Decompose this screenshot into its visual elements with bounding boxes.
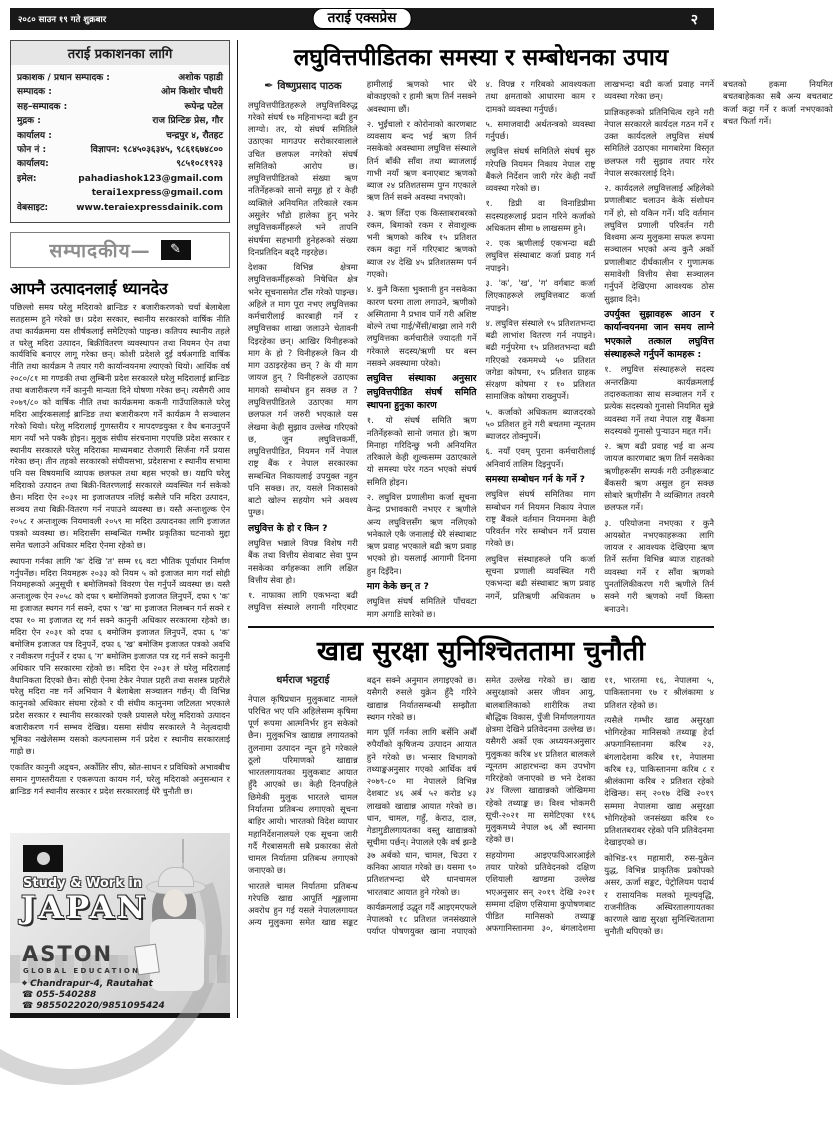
japan-flag-icon [23,845,63,872]
article-paragraph: कार्यक्रमलाई उद्धृत गर्दै आइएमएफले नेपालको १८ प्रतिशत जनसंख्याले पर्याप्त पोषणयुक्त खाना नपाएको समेत उल्लेख गरेको छ। खाद्य असुरक्षाको असर जीवन आयु, बालबालिकाको शारीरिक तथा बौद्धिक विकास, पुँजी निर्माणलगायत क्षेत्रमा देखिने प्रतिवेदनमा उल्लेख छ। यसैगरी अर्को एक अध्ययनअनुसार मुलुकका करिब ४१ प्रतिशत बालकले न्यूनतम आहारभन्दा कम उपभोग गरिरहेको जनाएको छ भने देशका ३४ जिल्ला खाद्यान्नको जोखिममा रहेको तथ्याङ्क छ। विश्व भोकमरी सूची-२०२१ मा समेटिएका ११६ मुलुकमध्ये नेपाल ७६ औं स्थानमा रहेको छ। [366,675,596,937]
publication-row-label: फोन नं : [17,144,47,155]
article-paragraph: लघुवित्त संस्थाहरूले पनि कर्जा सूचना प्रणाली व्यवस्थित गरी एकभन्दा बढी संस्थाबाट ऋण प्रवाह नगर्ने, प्रतिऋणी अधिकतम ७ लाखभन्दा बढी कर्जा प्रवाह नगर्ने व्यवस्था गरेका छन्। [485,79,714,601]
ad-phone [22,990,96,1000]
editorial-section-header [10,232,230,268]
article-paragraph: नेपाल कृषिप्रधान मुलुकबाट नामले परिचित भए पनि अहिलेसम्म कृषिमा पूर्ण रूपमा आत्मनिर्भर हुन सकेको छैन। मुलुकभित्र खाद्यान्न लगायतको तुलनामा उत्पादन न्यून हुने गरेकाले ठूलो परिमाणको खाद्यान्न भारतलगायतका मुलुकबाट आयात हुँदै आएको छ। केही दिनपहिले छिमेकी मुलुक भारतले चामल निर्यातमा प्रतिबन्ध लगाएको सूचना बाहिर आयो। भारतको विदेश व्यापार महानिर्देशनालयले एक सूचना जारी गर्दै गैरबासमती सबै प्रकारका सेतो चामल निर्यातमा प्रतिबन्ध लगाएको जनाएको छ। [248,693,358,876]
publication-row [17,186,223,200]
second-article-body [248,674,714,980]
phone-icon: ☎ [22,990,34,1000]
ad-address [22,979,153,989]
publication-row [17,100,223,114]
section-divider [248,626,714,628]
pen-icon: ✎ [161,240,191,260]
ad-phone-text: 055-540288 [36,990,97,1000]
publication-row [17,157,223,171]
article-subhead: उपर्युक्त सुझावहरू आउन र कार्यान्वयनमा जान समय लाग्ने भएकाले तत्काल लघुवित्त संस्थाहरूले गर्नुपर्ने कामहरू : [604,308,714,361]
article-paragraph: ६. नयाँ एवम् पुराना कर्मचारीलाई अनिवार्य तालिम दिइनुपर्ने। [485,446,596,469]
article-subhead: समस्या सम्बोधन गर्न के गर्ने ? [485,473,585,485]
article-paragraph: कोभिड-१९ महामारी, रुस-युक्रेन युद्ध, विभिन्न प्राकृतिक प्रकोपको असर, ऊर्जा सङ्कट, पेट्रोलियम पदार्थ र रासायनिक मलको मूल्यवृद्धि, राजनीतिक अस्थिरतालगायतका कारणले खाद्य सुरक्षा सुनिश्चिततामा चुनौती थपिएको छ। [604,852,714,937]
publication-row-label: सह–सम्पादक : [17,101,68,112]
main-article-byline [248,78,358,95]
article-paragraph: २. ऋण बढी प्रवाह भई वा अन्य जायज कारणबाट ऋण तिर्न नसकेका ऋणीहरूसँग सम्पर्क गरी उनीहरूबाट बैंकसरी ऋण असुल हुन सक्छ सोबारे ऋणीसँग नै व्यक्तिगत तवरमै छलफल गर्ने। [604,441,714,513]
publication-info-box [10,40,230,223]
main-content [248,40,833,1018]
issue-date: २०८० साउन १९ गते शुक्रबार [18,14,107,25]
article-paragraph: ४. विपन्न र गरिबको आवश्यकता तथा क्षमताको आधारमा काम र दामको व्यवस्था गर्नुपर्छ। [485,79,596,114]
publication-row [17,172,223,186]
publication-row [17,114,223,128]
article-paragraph: सहयोगमा आइएफपिआरआईले तयार पारेको प्रतिवेदनको दक्षिण एशियाली खण्डमा उल्लेख भएअनुसार सन् २०१९ देखि २०२१ सम्ममा दक्षिण एसियामा कुपोषणबाट पीडित मानिसको तथ्याङ्क अफगानिस्तानमा ३०, बंगलादेशमा ११, भारतमा १६, नेपालमा ५, पाकिस्तानमा १७ र श्रीलंकामा ४ प्रतिशत रहेको छ। [485,675,714,934]
student-hat-top [158,867,194,887]
article-paragraph: ३. परियोजना नभएका र कुनै आयस्रोत नभएकाहरूका लागि जायज र आवश्यक देखिएमा ऋण तिर्ने सर्तमा विभिन्न ब्याज राहतको व्यवस्था गर्ने र साँवा ऋणको पुनर्तालिकीकरण गरी ऋणीले तिर्न सक्ने गरी ऋणको नयाँ किस्ता बनाउने। [604,517,714,614]
publication-row-value: राज प्रिन्टिङ प्रेस, गौर [152,116,223,127]
ad-mobile-text: 9855022020/9851095424 [36,1001,165,1011]
article-paragraph: देशका विभिन्न क्षेत्रमा लघुवित्तकर्मीहरूको निषेधित क्षेत्र भनेर सूचनासमेत टाँस गरेको पाइन्छ। अहिले त माग पूरा नभए लघुवित्तका कर्मचारीलाई कारबाही गर्ने र लघुवित्तका शाखा जलाउने चेतावनी दिइरहेका छन्। आखिर यिनीहरूको माग के हो ? यिनीहरूले किन यी माग उठाइरहेका छन् ? के यी माग जायज हुन् ? यिनीहरूले उठाएका मागको सम्बोधन हुन सक्छ त ? लघुवित्तपीडितले उठाएका माग छलफल गर्न जरुरी भएकाले यस लेखमा केही सुझाव उल्लेख गरिएको छ, जुन लघुवित्तकर्मी, लघुवित्तपीडित, नियमन गर्ने नेपाल राष्ट्र बैंक र नेपाल सरकारका सम्बन्धित निकायलाई उपयुक्त नहुन पनि सक्छ। तर, यसले निकासको बाटो खोल्न सहयोग भने अवश्य पुग्छ। [248,262,358,518]
publication-row-label: इमेल: [17,173,37,184]
publication-row [17,143,223,157]
publication-row-value: pahadiashok123@gmail.com [78,173,223,184]
left-sidebar [10,40,238,1018]
main-article-author: विष्णुप्रसाद पाठक [277,81,342,92]
editorial-headline: आफ्नै उत्पादनलाई ध्यानदेउ [10,278,168,298]
article-subhead: माग केके छन् त ? [366,580,429,592]
byline-pen-icon: ✒ [264,79,274,92]
publication-row-value: विज्ञापन: ९८४५०३६३४५, ९८६१६७४८०० [90,144,223,155]
article-paragraph: लघुवित्तपीडितहरूले लघुवित्तविरुद्ध गरेको संघर्ष १७ महिनाभन्दा बढी हुन लाग्यो। तर, यो संघर्ष समितिले उठाएका मागउपर सरोकारवालाले उचित छलफल नगरेको संघर्ष समितिको आरोप छ। लघुवित्तपीडितको संख्या ऋण नतिर्नेहरूको सानो समूह हो र केही व्यक्तिले अनियमित तरिकाले रकम असुलेर भाँडो हालेका हुन् भनेर लघुवित्तकर्मीहरूले भने तापनि संघर्षमा सहभागी हुनेहरूको संख्या दिनप्रतिदिन बढ्दै गइरहेछ। [248,99,358,257]
ad-mobile [22,1001,165,1011]
article-paragraph: भारतले चामल निर्यातमा प्रतिबन्ध गरेपछि खाद्य आपूर्ति शृङ्खलामा अवरोध हुन गई यसले नेपाललगायत अन्य मुलुकमा समेत खाद्य सङ्कट बढ्न सक्ने अनुमान लगाइएको छ। यसैगरी रुसले युक्रेन हुँदै गरिने खाद्यान्न निर्यातसम्बन्धी सम्झौता स्थगन गरेको छ। [248,675,477,928]
ad-brand-subtitle: GLOBAL EDUCATION [23,967,141,975]
publication-row-label: प्रकाशक / प्रधान सम्पादक : [17,73,110,83]
article-paragraph: १. लघुवित्त संस्थाहरूले सदस्य अन्तरक्रिया कार्यक्रमलाई तदारुकताका साथ सञ्चालन गर्ने र प्रत्येक सदस्यको गुनासो नियमित सुन्ने व्यवस्था गर्ने तथा नेपाल राष्ट्र बैंकमा सदस्यको गुनासो पुऱ्याउन मद्दत गर्ने। [604,364,714,436]
second-article-headline: खाद्य सुरक्षा सुनिश्चिततामा चुनौती [316,636,646,667]
main-article-headline: लघुवित्तपीडितका समस्या र सम्बोधनका उपाय [293,45,669,71]
publication-row-label: सम्पादक : [17,87,52,98]
article-paragraph: लघुवित्त संघर्ष समितिले पाँचवटा माग अगाडि सारेको छ। [366,596,477,619]
phone-icon: ☎ [22,1001,34,1011]
article-subhead: लघुवित्त के हो र किन ? [248,522,328,534]
student-torso [150,919,204,991]
publication-row-value: ९८५१०८१९२३ [176,159,223,170]
publication-row-value: चन्द्रपुर ४, रौतहट [166,130,223,141]
publication-rows [17,71,223,215]
publication-row [17,71,223,85]
publication-row-label: वेबसाइट: [17,202,49,213]
publication-row-value: रूपेन्द्र पटेल [184,101,223,112]
article-subhead: लघुवित्त संस्थाका अनुसार लघुवित्तपीडित संघर्ष समिति स्थापना हुनुका कारण [366,373,477,411]
paper-name: तराई एक्सप्रेस [313,8,412,29]
japan-study-ad [10,833,230,1018]
article-paragraph: ४. लघुवित्त संस्थाले १५ प्रतिशतभन्दा बढी लाभांश वितरण गर्न नपाइने। बढी गर्नुपरेमा १५ प्रतिशतभन्दा बढी गरिएको रकममध्ये ५० प्रतिशत जगेडा कोषमा, १५ प्रतिशत ग्राहक संरक्षण कोषमा र १० प्रतिशत सामाजिक कोषमा राख्नुपर्ने। [485,317,596,402]
publication-row-value: www.teraiexpressdainik.com [76,202,223,213]
article-paragraph: ५. कर्जाको अधिकतम ब्याजदरको ५० प्रतिशत हुने गरी बचतमा न्यूनतम ब्याजदर तोक्नुपर्ने। [485,406,596,442]
publication-row-label: कार्यालय : [17,130,52,141]
article-paragraph: लघुवित्त संघर्ष समितिका माग सम्बोधन गर्न नियमन निकाय नेपाल राष्ट्र बैंकले वर्तमान नियमनमा केही परिवर्तन गरेर सम्बोधन गर्ने प्रयास गरेको छ। [485,489,596,549]
second-article-byline [248,674,358,689]
editorial-section-label: सम्पादकीय— [49,239,151,262]
article-paragraph: त्यसैले गम्भीर खाद्य असुरक्षा भोगिरहेका मानिसको तथ्याङ्क हेर्दा अफगानिस्तानमा करिब २३, बंगलादेशमा करिब ११, नेपालमा करिब १३, पाकिस्तानमा करिब ८ र श्रीलंकामा करिब २ प्रतिशत रहेको देखिन्छ। सन् २०१७ देखि २०१९ सम्ममा नेपालमा खाद्य असुरक्षा भोगिरहेको जनसंख्या करिब १० प्रतिशतबराबर रहेको पनि प्रतिवेदनमा देखाइएको छ। [604,714,714,848]
article-paragraph: ४. कुनै किस्ता भुक्तानी हुन नसकेका कारण घरमा ताला लगाउने, ऋणीको अस्मितामा नै प्रभाव पार्ने गरी अशिष्ट बोल्ने तथा गाई/भैंसी/बाख्रा लाने गरी लघुवित्तका कर्मचारीले ज्यादती गर्ने गरेकाले सदस्य/ऋणी घर बस्न नसक्ने अवस्थामा परेको। [366,284,477,368]
article-paragraph: १. यो संघर्ष समिति ऋण नतिर्नेहरूको सानो जमात हो। ऋण मिनाहा गरिदिन्छु भनी अनियमित तरिकाले केही शुल्कसम्म उठाएकाले यो समस्या परेर गठन भएको संघर्ष समिति होइन। [366,415,477,487]
second-article-author: धर्मराज भट्टराई [276,675,330,686]
page-number: २ [690,11,698,28]
article-paragraph: २. एक ऋणीलाई एकभन्दा बढी लघुवित्त संस्थाबाट कर्जा प्रवाह गर्न नपाइने। [485,238,596,273]
publication-row-label: मुद्रक : [17,116,41,127]
publication-row [17,129,223,143]
editorial-paragraph: एकातिर कानुनी अड्चन, अर्कोतिर सीप, स्रोत-साधन र प्रविधिको अभावबीच समान गुणस्तरीयता र एकरूपता कायम गर्न, घरेलु मदिराको अनुसन्धान र ब्रान्डिङ गर्न स्थानीय सरकार र प्रदेश सरकारलाई धेरै चुनौती छ। [10,761,230,796]
article-paragraph: ३. 'क', 'ख', 'ग' वर्गबाट कर्जा लिएकाहरूले लघुवित्तबाट कर्जा नपाइने। [485,277,596,313]
student-face [163,889,187,917]
article-paragraph: १. डिप्री वा विनाडिप्रीमा सदस्यहरूलाई प्रदान गरिने कर्जाको अधिकतम सीमा ७ लाखसम्म हुने। [485,198,596,233]
editorial-paragraph: स्थापना गर्नका लागि 'क' देखि 'त' सम्म १६ वटा भौतिक पूर्वाधार निर्माण गर्नुपर्नेछ। मदिरा नियमहरू २०३३ को नियम ५ को इजाजत माग गर्दा सोही नियमहरूको अनुसूची १ बमोजिमको विवरण पेस गर्नुपर्ने व्यवस्था छ। यस्तै अन्तःशुल्क ऐन २०५८ को दफा ९ बमोजिमको इजाजत लिनुपर्ने, दफा ९ 'क' मा इजाजत स्थगन गर्न सक्ने, दफा ९ 'ख' मा इजाजत निलम्बन गर्न सक्ने र दफा १० मा इजाजत रद्द गर्न सक्ने कानुनी अधिकार सरकारमा रहेको छ। मदिरा ऐन २०३१ को दफा ६ बमोजिम इजाजत लिनुपर्ने, दफा ६ 'क' बमोजिम इजाजत पत्र दिनुपर्ने, दफा ६ 'ख' बमोजिम इजाजत पत्रको अवधि र नवीकरण गर्नुपर्ने र दफा ६ 'ग' बमोजिम इजाजत पत्र रद्द गर्न सक्ने कानुनी अधिकार पनि सरकारमा रहेको छ। मदिरा ऐन २०३१ ले घरेलु मदिरालाई वैधानिकता दिएको छैन। सोही ऐनमा टेकेर नेपाल प्रहरी तथा सशस्त्र प्रहरीले घरेलु मदिरा नष्ट गर्ने अभियान नै बेलाबेला सञ्चालन गर्छन्। यी विभिन्न कानुनको अधिकार संघमा रहेको र यी संघीय कानुनमा जटिलता भएकाले प्रदेश सरकार र स्थानीय सरकारको एक्लै प्रयासले घरेलु मदिराको उत्पादन बजारीकरण गर्न सम्भव देखिन्न। यसमा संघीय सरकारले नै नेतृत्वदायी भूमिका नखेलेसम्म यसको कल्पनासम्म गर्न प्रदेश र स्थानीय सरकारलाई गाह्रो छ। [10,555,230,756]
ad-address-text: Chandrapur-4, Rautahat [30,979,153,989]
article-paragraph: बचतको हकमा नियमित बचतबाहेकका सबै अन्य बचतबाट कर्जा कट्टा गर्ने र कर्जा नभएकाको बचत फिर्ता गर्ने। [723,79,833,126]
publication-row [17,201,223,215]
article-paragraph: माग पूर्ति गर्नका लागि बर्सेनि अर्बौं रुपैयाँको कृषिजन्य उत्पादन आयात हुने गरेको छ। भन्सार विभागको तथ्याङ्कअनुसार गएको आर्थिक वर्ष २०७९-८० मा नेपालले विभिन्न देशबाट ४६ अर्ब ५२ करोड ४३ लाखको खाद्यान्न आयात गरेको छ। धान, चामल, गहुँ, केराउ, दाल, गेडागुडीलगायतका वस्तु खाद्यान्नको सूचीमा पर्छन्। नेपालले एकै वर्ष झन्डै ३७ अर्बको धान, चामल, चिउरा र कनिका आयात गरेको छ। यसमा ९० प्रतिशतभन्दा धेरै धानचामल भारतबाट आयात हुने गरेको छ। [366,727,477,897]
article-paragraph: लघुवित्त संघर्ष समितिले संघर्ष सुरु गरेपछि नियमन निकाय नेपाल राष्ट्र बैंकले निर्देशन जारी गरेर केही नयाँ व्यवस्था गरेको छ। [485,146,596,194]
publication-row-value: ओम किशोर चौधरी [161,87,223,98]
article-paragraph: प्राज्ञिकहरूको प्रतिनिधित्व रहने गरी नेपाल सरकारले कार्यदल गठन गर्ने र उक्त कार्यदलले लघुवित्त संघर्ष समितिले उठाएका मागबारेमा विस्तृत छलफल गरी सुझाव तयार गरेर नेपाल सरकारलाई दिने। [604,106,714,178]
article-paragraph: १. नाफाका लागि एकभन्दा बढी लघुवित्त संस्थाले लगानी गरिएबाट हामीलाई ऋणको भार धेरै बोकाइएको र हामी ऋण तिर्न नसक्ने अवस्थामा छौं। [248,79,477,613]
publication-row [17,85,223,99]
ad-country-title: JAPAN [21,890,149,926]
publication-row-value: terai1express@gmail.com [91,188,223,199]
article-paragraph: २. लघुवित्त प्रणालीमा कर्जा सूचना केन्द्र प्रभावकारी नभएर र ऋणीले अन्य लघुवित्तसँग ऋण नलिएको भनेकाले एकै जनालाई धेरै संस्थाबाट ऋण प्रवाह भएकाले बढी ऋण प्रवाह भएको हो। यसलाई आगामी दिनमा हुन दिइँदैन। [366,491,477,576]
editorial-paragraph: पछिल्लो समय घरेलु मदिराको ब्रान्डिङ र बजारीकरणको चर्चा बेलाबेला सतहसम्म हुने गरेको छ। प्रदेश सरकार, स्थानीय सरकारको वार्षिक नीति तथा कार्यक्रममा यस शीर्षकलाई समेटिएको पाइन्छ। कतिपय स्थानीय तहले त घरेलु मदिरा उत्पादन, बिक्रीवितरण व्यवस्थापन तथा नियमन ऐन तथा कार्यविधि बनाएर लागू गरेका छन्। कोशी प्रदेशले दुई वर्षअगाडि वार्षिक नीति तथा कार्यक्रम नै तयार गरी कार्यान्वयनमा ल्याएको थियो। आर्थिक वर्ष २०८०/८१ मा गण्डकी तथा लुम्बिनी प्रदेश सरकारले घरेलु मदिरालाई ब्रान्डिङ तथा बजारीकरण गर्ने कानुनी मान्यता दिने घोषणा गरेका छन्। त्यसैगरी आव २०७९/८० को वार्षिक नीति तथा कार्यक्रममा ककनी गाउँपालिकाले घरेलु मदिरा आईरकसलाई ब्रान्डिङ तथा बजारीकरण गर्ने कार्यक्रम नै सञ्चालन गरेको थियो। घरेलु मदिरालाई गुणस्तरीय र मापदण्डयुक्त र वैध बनाउनुपर्ने माग नयाँ भने पक्कै होइन। मुलुक संघीय संरचनामा गएपछि प्रदेश सरकार र स्थानीय सरकारले घरेलु मदिराका माध्यमबाट रोजगारी सिर्जना गर्ने प्रयास गरेका छन्। तीन तहको सरकारको संघीयसभा, प्रदेशसभा र स्थानीय सभामा पनि यस विषयमाथि व्यापक छलफल तथा बहस भएको छ। यद्यपि घरेलु मदिराको उत्पादन तथा बिक्री-वितरणलाई सरकारले व्यवस्थित गर्न सकेको छैन। मदिरा ऐन २०३१ मा इजाजतपत्र नलिई कसैले पनि मदिरा उत्पादन, सञ्चय तथा बिक्री-वितरण गर्न नपाउने व्यवस्था छ। यस्तै अन्तःशुल्क ऐन २०५८ र अन्तःशुल्क नियमावली २०५९ मा मदिरा उत्पादनका लागि इजाजत पत्रको व्यवस्था छ। मदिरासँग सम्बन्धित गम्भीर प्रकृतिका घटनाको मुद्दा समेत चलाउने अधिकार मदिरा ऐनमा रहेको छ। [10,301,230,550]
editorial-body [10,302,230,854]
article-paragraph: ३. ऋण लिँदा एक किस्ताबराबरको रकम, बिमाको रकम र सेवाशुल्क भनी ऋणको करिब १५ प्रतिशत रकम कट्टा गर्ने गरिएबाट ऋणको ब्याज २४ देखि ४५ प्रतिशतसम्म पर्न गएको। [366,207,477,279]
publication-row-value: अशोक पहाडी [178,73,223,83]
article-paragraph: २. कार्यदलले लघुवित्तलाई अहिलेको प्रणालीबाट चलाउन केके संशोधन गर्ने हो, सो यकिन गर्ने। यदि वर्तमान लघुवित्त प्रणाली परिवर्तन गरी विश्वमा अन्य मुलुकमा सफल रूपमा सञ्चालन भएको अन्य कुनै अर्को प्रणालीबाट दीर्घकालीन र गुणात्मक समावेशी वित्तीय सेवा सञ्चालन गर्नुपर्ने देखिएमा आवश्यक ठोस सुझाव दिने। [604,183,714,304]
publication-row-label: कार्यालय: [17,159,49,170]
article-paragraph: २. भुईंचालो र कोरोनाको कारणबाट व्यवसाय बन्द भई ऋण तिर्न नसकेको अवस्थामा लघुवित्त संस्थाले तिर्न बाँकी साँवा तथा ब्याजलाई गाभी नयाँ ऋण बनाएबाट ऋणको ब्याज २४ प्रतिशतसम्म पुग्न गएकाले ऋण तिर्न सक्ने अवस्था नभएको। [366,118,477,203]
ad-brand-name: ASTON [22,942,114,966]
ad-tagline: Study & Work in [23,876,143,891]
article-paragraph: ५. समाजवादी अर्थतन्त्रको व्यवस्था गर्नुपर्छ। [485,118,596,142]
masthead-bar [10,8,714,30]
main-article-body [248,78,833,621]
location-pin-icon: ⌖ [22,979,28,989]
article-paragraph: लघुवित्त भन्नाले विपन्न विशेष गरी बैंक तथा वित्तीय सेवाबाट सेवा पुग्न नसकेका वर्गहरूका लागि लक्षित वित्तीय सेवा हो। [248,538,358,585]
publication-box-title: तराई प्रकाशनका लागि [11,41,229,65]
